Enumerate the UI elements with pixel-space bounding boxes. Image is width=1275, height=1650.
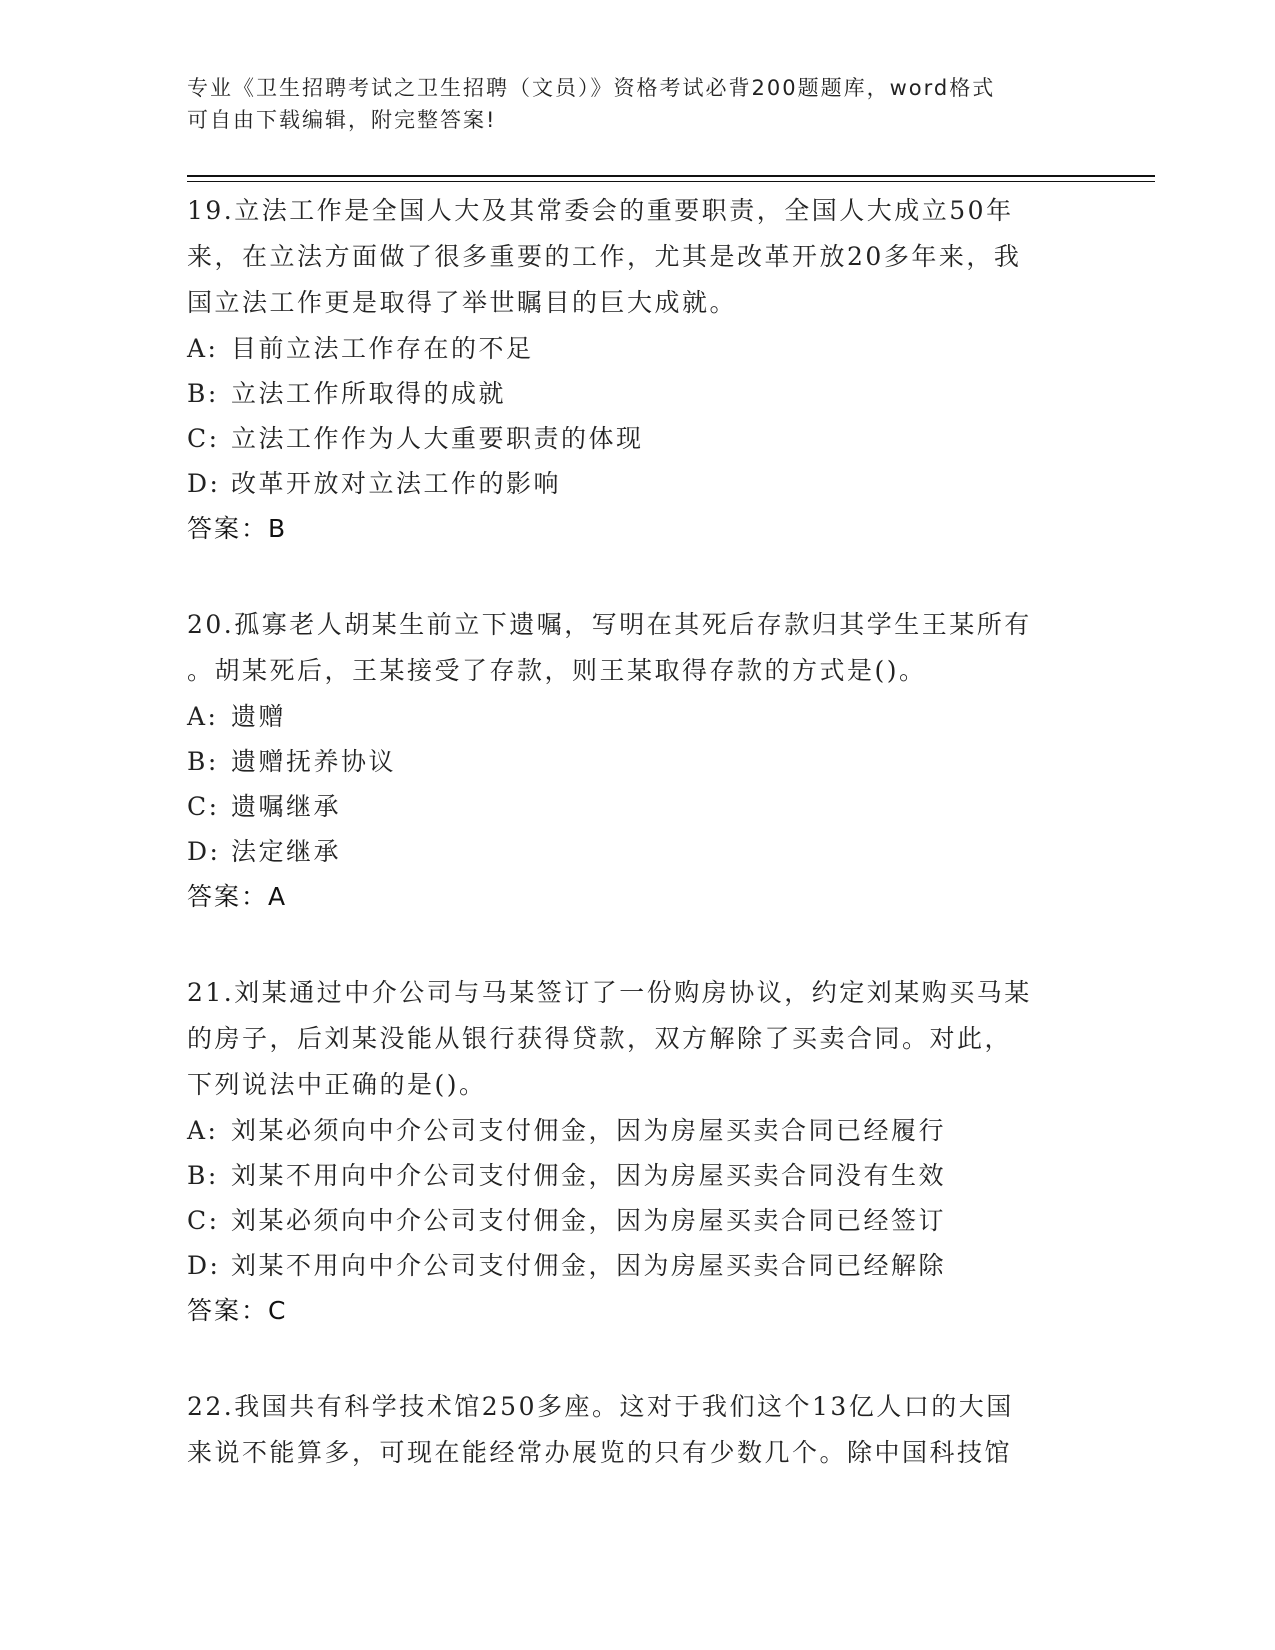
- header-divider-thick: [187, 175, 1155, 177]
- header-line-1: 专业《卫生招聘考试之卫生招聘（文员）》资格考试必背200题题库，word格式: [187, 76, 996, 100]
- option-text: 改革开放对立法工作的影响: [231, 469, 562, 498]
- option-text: 刘某不用向中介公司支付佣金，因为房屋买卖合同已经解除: [231, 1251, 947, 1280]
- option-text: 目前立法工作存在的不足: [231, 334, 534, 363]
- option-text: 刘某不用向中介公司支付佣金，因为房屋买卖合同没有生效: [231, 1161, 947, 1190]
- question-19-line-2: 来，在立法方面做了很多重要的工作，尤其是改革开放20多年来，我: [187, 242, 1022, 271]
- option-letter: D:: [187, 1251, 221, 1280]
- question-20-answer: 答案：A: [187, 882, 288, 911]
- question-20-line-1: 20.孤寡老人胡某生前立下遗嘱，写明在其死后存款归其学生王某所有: [187, 610, 1032, 639]
- option-letter: C:: [187, 792, 220, 821]
- option-text: 法定继承: [231, 837, 342, 866]
- question-20-option-d: [187, 829, 1087, 874]
- option-text: 立法工作所取得的成就: [231, 379, 507, 408]
- question-19: [187, 188, 1087, 552]
- question-21-line-1: 21.刘某通过中介公司与马某签订了一份购房协议，约定刘某购买马某: [187, 978, 1032, 1007]
- question-19-answer: 答案：B: [187, 514, 288, 543]
- option-letter: C:: [187, 424, 220, 453]
- question-22: [187, 1384, 1087, 1476]
- option-letter: C:: [187, 1206, 220, 1235]
- question-21-line-3: 下列说法中正确的是()。: [187, 1070, 487, 1099]
- question-20-option-a: [187, 694, 1087, 739]
- option-letter: A:: [187, 1116, 219, 1145]
- option-text: 刘某必须向中介公司支付佣金，因为房屋买卖合同已经履行: [231, 1116, 947, 1145]
- question-20-option-b: [187, 739, 1087, 784]
- option-letter: B:: [187, 1161, 219, 1190]
- question-19-line-1: 19.立法工作是全国人大及其常委会的重要职责，全国人大成立50年: [187, 196, 1014, 225]
- header-divider-thin: [187, 181, 1155, 182]
- question-19-option-a: [187, 326, 1087, 371]
- option-text: 刘某必须向中介公司支付佣金，因为房屋买卖合同已经签订: [231, 1206, 947, 1235]
- question-19-option-b: [187, 371, 1087, 416]
- document-header: [187, 72, 1087, 136]
- option-letter: B:: [187, 747, 219, 776]
- option-letter: A:: [187, 702, 219, 731]
- question-20: [187, 602, 1087, 920]
- question-20-option-c: [187, 784, 1087, 829]
- question-list: [187, 188, 1087, 1526]
- header-line-2: 可自由下载编辑，附完整答案!: [187, 108, 497, 132]
- option-text: 遗嘱继承: [231, 792, 342, 821]
- option-letter: D:: [187, 837, 221, 866]
- option-letter: B:: [187, 379, 219, 408]
- question-21-option-a: [187, 1108, 1087, 1153]
- question-22-line-1: 22.我国共有科学技术馆250多座。这对于我们这个13亿人口的大国: [187, 1392, 1014, 1421]
- question-19-option-d: [187, 461, 1087, 506]
- question-21-answer: 答案：C: [187, 1296, 288, 1325]
- question-19-line-3: 国立法工作更是取得了举世瞩目的巨大成就。: [187, 288, 738, 317]
- question-22-line-2: 来说不能算多，可现在能经常办展览的只有少数几个。除中国科技馆: [187, 1438, 1013, 1467]
- option-text: 立法工作作为人大重要职责的体现: [231, 424, 644, 453]
- question-21-option-c: [187, 1198, 1087, 1243]
- question-21: [187, 970, 1087, 1334]
- question-21-option-d: [187, 1243, 1087, 1288]
- question-19-option-c: [187, 416, 1087, 461]
- option-text: 遗赠: [231, 702, 287, 731]
- option-letter: D:: [187, 469, 221, 498]
- question-21-line-2: 的房子，后刘某没能从银行获得贷款，双方解除了买卖合同。对此，: [187, 1024, 1013, 1053]
- question-20-line-2: 。胡某死后，王某接受了存款，则王某取得存款的方式是()。: [187, 656, 927, 685]
- option-text: 遗赠抚养协议: [231, 747, 397, 776]
- option-letter: A:: [187, 334, 219, 363]
- question-21-option-b: [187, 1153, 1087, 1198]
